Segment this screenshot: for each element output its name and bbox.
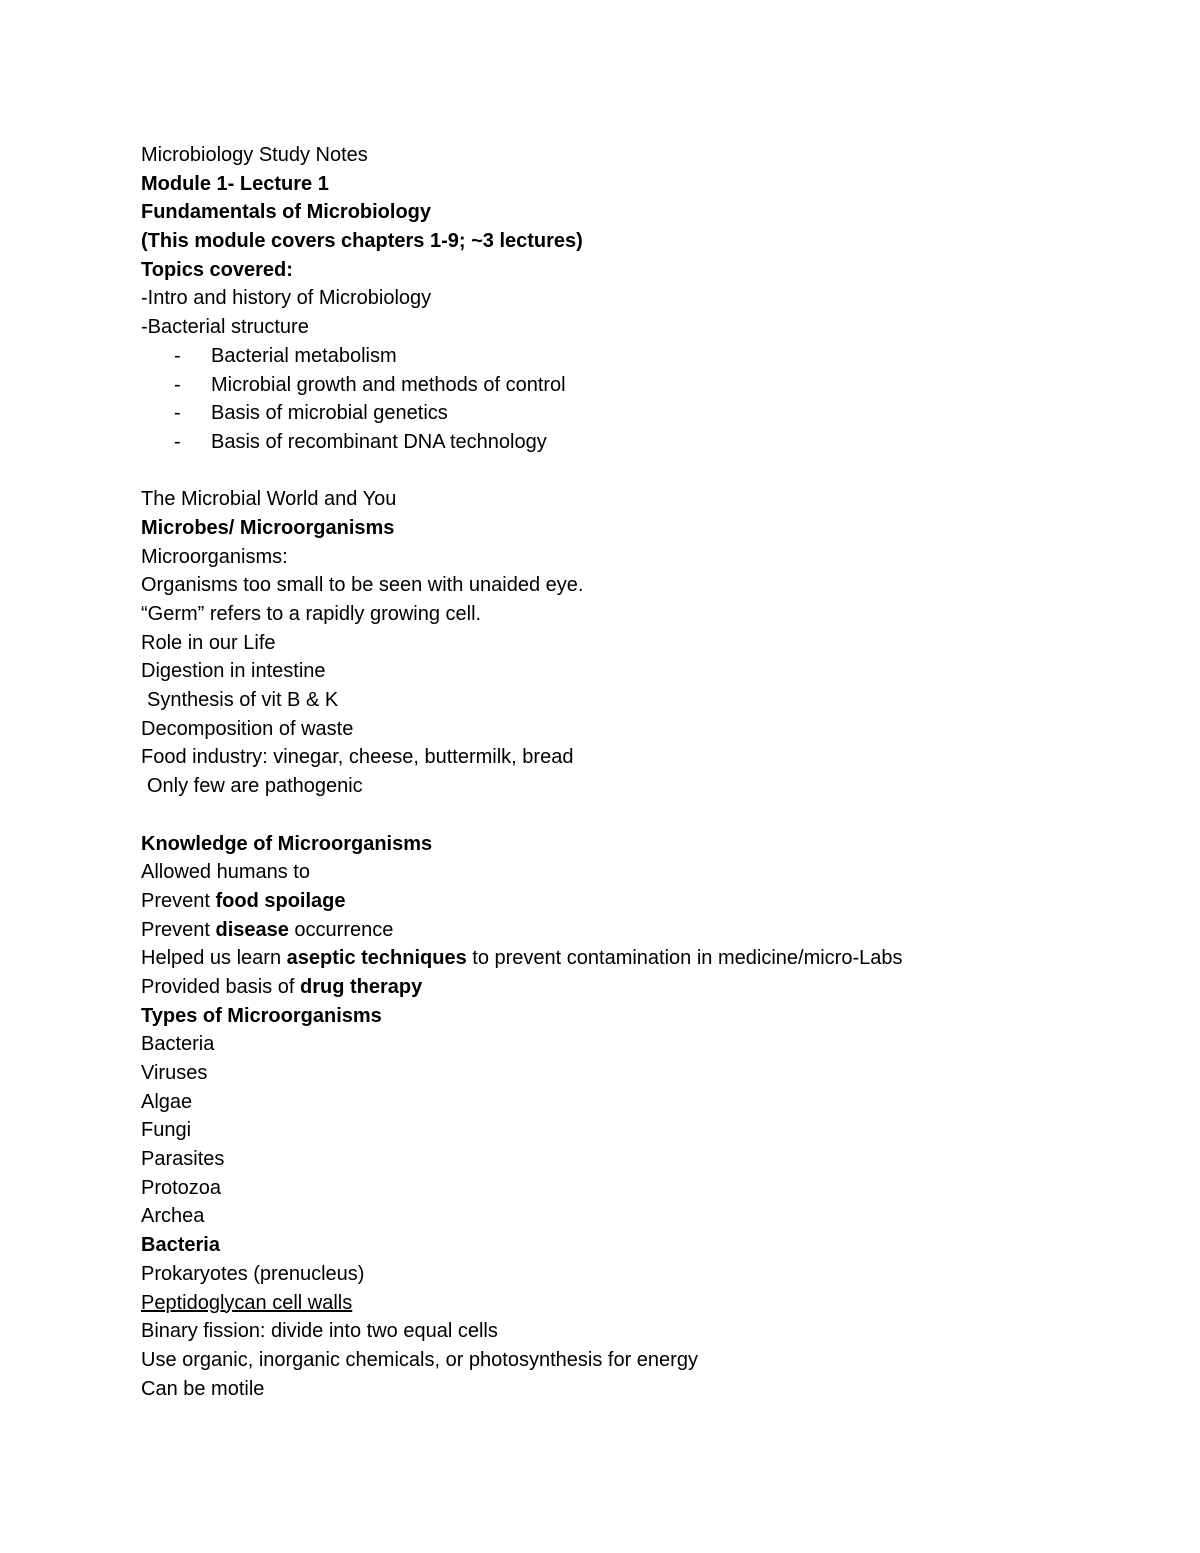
dashed-topic-label: Microbial growth and methods of control <box>211 373 566 396</box>
bacteria-heading: Bacteria <box>141 1234 220 1257</box>
text-span: Prevent <box>141 889 216 912</box>
topics-heading: Topics covered: <box>141 258 293 281</box>
dashed-topic-item <box>141 371 1141 400</box>
microorganism-type: Viruses <box>141 1062 208 1084</box>
text-line: Synthesis of vit B & K <box>147 689 339 712</box>
dash-marker: - <box>174 402 181 425</box>
microorganism-type: Parasites <box>141 1148 225 1171</box>
emphasis-text: drug therapy <box>299 975 423 998</box>
dashed-topic-item <box>141 399 1141 428</box>
dashed-topic-item <box>141 428 1141 457</box>
microorganism-type: Algae <box>141 1090 193 1113</box>
knowledge-heading: Knowledge of Microorganisms <box>141 832 433 855</box>
dashed-topic-item <box>141 342 1141 371</box>
text-line: Decomposition of waste <box>141 717 354 740</box>
text-line: Food industry: vinegar, cheese, buttermilk, bread <box>141 746 574 769</box>
knowledge-line <box>141 973 1141 1002</box>
text-line: Role in our Life <box>141 631 276 654</box>
topic-item: -Intro and history of Microbiology <box>141 287 432 310</box>
dashed-topic-label: Basis of microbial genetics <box>211 402 448 425</box>
blank-line <box>141 457 1141 486</box>
module-heading: Module 1- Lecture 1 <box>141 172 329 195</box>
text-line: Digestion in intestine <box>141 660 326 683</box>
text-line: Microorganisms: <box>141 545 288 568</box>
blank-line <box>141 801 1141 830</box>
text-line: Organisms too small to be seen with unaided eye. <box>141 574 584 597</box>
microorganism-type: Protozoa <box>141 1176 222 1199</box>
document-body <box>141 141 1141 1403</box>
text-line: Prokaryotes (prenucleus) <box>141 1262 365 1285</box>
text-line: Only few are pathogenic <box>147 775 363 798</box>
dashed-topic-label: Basis of recombinant DNA technology <box>211 430 547 453</box>
text-span: Prevent <box>141 918 216 941</box>
document-title: Microbiology Study Notes <box>141 144 368 166</box>
module-coverage-note: (This module covers chapters 1-9; ~3 lectures) <box>141 230 583 253</box>
types-heading: Types of Microorganisms <box>141 1004 382 1027</box>
text-span: Provided basis of <box>141 975 300 998</box>
underlined-text-line: Peptidoglycan cell walls <box>141 1291 353 1314</box>
dash-marker: - <box>174 430 181 453</box>
microorganism-type: Fungi <box>141 1119 192 1142</box>
microbes-subheading: Microbes/ Microorganisms <box>141 516 395 539</box>
text-line: Allowed humans to <box>141 861 310 884</box>
microorganism-type: Archea <box>141 1205 205 1228</box>
emphasis-text: disease <box>215 918 289 941</box>
microorganism-type: Bacteria <box>141 1033 215 1056</box>
fundamentals-heading: Fundamentals of Microbiology <box>141 201 432 224</box>
knowledge-line <box>141 916 1141 945</box>
text-line: Can be motile <box>141 1377 265 1400</box>
dash-marker: - <box>174 373 181 396</box>
text-line: “Germ” refers to a rapidly growing cell. <box>141 603 482 625</box>
text-span: occurrence <box>288 918 394 941</box>
section-title-microbial-world: The Microbial World and You <box>141 488 397 511</box>
emphasis-text: food spoilage <box>215 889 346 912</box>
knowledge-line <box>141 944 1141 973</box>
text-span: Helped us learn <box>141 947 287 970</box>
text-line: Binary fission: divide into two equal cells <box>141 1320 498 1343</box>
text-line: Use organic, inorganic chemicals, or photosynthesis for energy <box>141 1348 698 1371</box>
topic-item: -Bacterial structure <box>141 316 309 339</box>
emphasis-text: aseptic techniques <box>286 947 467 970</box>
knowledge-line <box>141 887 1141 916</box>
text-span: to prevent contamination in medicine/micro-Labs <box>466 947 903 970</box>
dashed-topic-label: Bacterial metabolism <box>211 344 397 367</box>
dash-marker: - <box>174 344 181 367</box>
